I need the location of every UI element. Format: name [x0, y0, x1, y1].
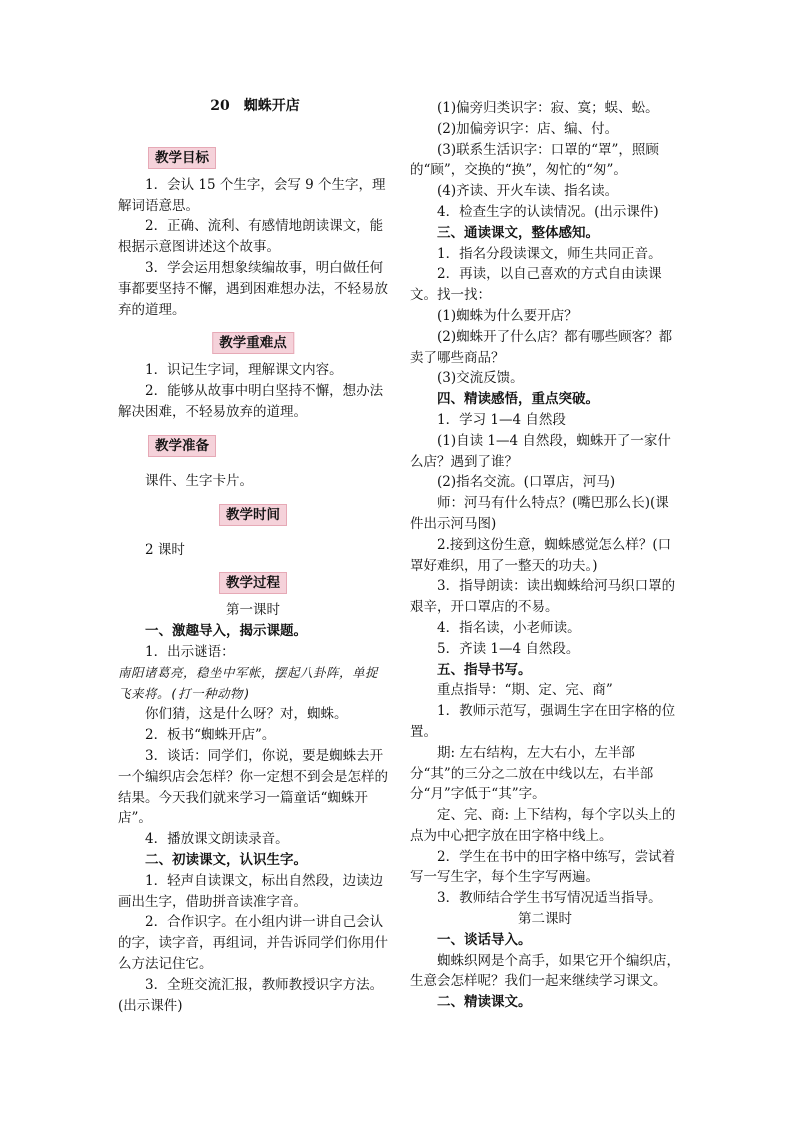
step-2-item-3: 3．全班交流汇报，教师教授识字方法。(出示课件) — [118, 976, 384, 1014]
section-heading-process: 教学过程 — [219, 572, 287, 594]
literacy-method-2: (2)加偏旁识字：店、编、付。 — [437, 120, 619, 137]
lesson-2-intro: 蜘蛛织网是个高手，如果它开个编织店，生意会怎样呢？我们一起来继续学习课文。 — [410, 952, 680, 990]
step-4-heading: 四、精读感悟，重点突破。 — [437, 391, 599, 408]
lesson-name: 蜘蛛开店 — [243, 98, 300, 114]
preparation-text: 课件、生字卡片。 — [145, 472, 253, 489]
step-1-heading: 一、激趣导入，揭示课题。 — [145, 623, 307, 640]
literacy-method-3: (3)联系生活识字：口罩的“罩”，照顾的“顾”，交换的“换”，匆忙的“匆”。 — [410, 141, 659, 179]
character-others-guide: 定、完、商: 上下结构，每个字以头上的点为中心把字放在田字格中线上。 — [410, 807, 676, 844]
step-4-item-2: 2.接到这份生意，蜘蛛感觉怎么样？(口罩好难织，用了一整天的功夫。) — [410, 536, 672, 574]
writing-focus: 重点指导：“期、定、完、商” — [437, 682, 613, 699]
step-3-item-2: 2．再读，以自己喜欢的方式自由读课文。找一找： — [410, 266, 662, 304]
step-4-item-3: 3．指导朗读：读出蜘蛛给河马织口罩的艰辛，开口罩店的不易。 — [410, 578, 676, 616]
question-1: (1)蜘蛛为什么要开店？ — [437, 307, 578, 324]
section-heading-key-points: 教学重难点 — [212, 332, 294, 354]
section-heading-goals: 教学目标 — [148, 147, 216, 169]
literacy-method-4: (4)齐读、开火车读、指名读。 — [437, 183, 619, 200]
goal-item-2: 2．正确、流利、有感情地朗读课文，能根据示意图讲述这个故事。 — [118, 218, 384, 256]
section-time-row — [118, 504, 388, 526]
step-2-item-1: 1．轻声自读课文，标出自然段，边读边画出生字，借助拼音读准字音。 — [118, 872, 384, 910]
section-prep-row — [118, 435, 388, 457]
literacy-method-1: (1)偏旁归类识字：寂、寞；蜈、蚣。 — [437, 100, 659, 116]
section-process-row — [118, 572, 388, 594]
lesson-2-step-1-heading: 一、谈话导入。 — [437, 931, 532, 948]
riddle-text: 南阳诸葛亮，稳坐中军帐，摆起八卦阵，单捉飞来将。(打一种动物) — [118, 664, 379, 701]
section-heading-preparation: 教学准备 — [148, 435, 216, 457]
step-2-heading: 二、初读课文，认识生字。 — [145, 851, 307, 868]
step-4-sub-2: (2)指名交流。(口罩店，河马) — [437, 474, 616, 491]
key-item-1: 1．识记生字词，理解课文内容。 — [145, 362, 343, 379]
step-4-item-4: 4．指名读，小老师读。 — [437, 619, 581, 636]
riddle-answer: 你们猜，这是什么呀？对，蜘蛛。 — [145, 706, 348, 723]
section-heading-time: 教学时间 — [219, 504, 287, 526]
teacher-question: 师：河马有什么特点？(嘴巴那么长)(课件出示河马图) — [410, 495, 669, 532]
question-2: (2)蜘蛛开了什么店？都有哪些顾客？都卖了哪些商品？ — [410, 328, 673, 366]
step-2-item-2: 2．合作识字。在小组内讲一讲自己会认的字，读字音，再组词，并告诉同学们你用什么方法记住它。 — [118, 914, 388, 972]
goal-item-1: 1．会认 15 个生字，会写 9 个生字，理解词语意思。 — [118, 176, 386, 214]
step-5-item-3: 3．教师结合学生书写情况适当指导。 — [437, 890, 662, 907]
lesson-2-step-2-heading: 二、精读课文。 — [437, 994, 532, 1011]
step-5-heading: 五、指导书写。 — [437, 661, 532, 678]
time-text: 2 课时 — [145, 541, 185, 558]
step-5-item-2: 2．学生在书中的田字格中练写，尝试着写一写生字，每个生字写两遍。 — [410, 848, 676, 886]
step-4-item-1: 1．学习 1—4 自然段 — [437, 411, 566, 428]
left-column — [118, 96, 388, 1016]
section-goal-row — [118, 147, 388, 169]
step-1-item-4: 4．播放课文朗读录音。 — [145, 831, 289, 848]
section-key-row — [118, 332, 388, 354]
step-3-heading: 三、通读课文，整体感知。 — [437, 224, 599, 241]
step-4-sub-1: (1)自读 1—4 自然段，蜘蛛开了一家什么店？遇到了谁？ — [410, 432, 671, 470]
key-item-2: 2．能够从故事中明白坚持不懈，想办法解决困难，不轻易放弃的道理。 — [118, 383, 384, 420]
step-5-item-1: 1．教师示范写，强调生字在田字格的位置。 — [410, 703, 676, 740]
step-3-item-1: 1．指名分段读课文，师生共同正音。 — [437, 245, 662, 262]
step-2-item-4: 4．检查生字的认读情况。(出示课件) — [437, 203, 659, 220]
right-column — [410, 98, 680, 1013]
goal-item-3: 3．学会运用想象续编故事，明白做任何事都要坚持不懈，遇到困难想办法，不轻易放弃的道理。 — [118, 259, 388, 318]
step-1-item-3: 3．谈话：同学们，你说，要是蜘蛛去开一个编织店会怎样？你一定想不到会是怎样的结果。今天我们就来学习一篇童话“蜘蛛开店”。 — [118, 747, 388, 827]
step-4-item-5: 5．齐读 1—4 自然段。 — [437, 640, 580, 657]
lesson-number: 20 — [210, 98, 230, 114]
step-1-item-2: 2．板书“蜘蛛开店”。 — [145, 727, 276, 744]
lesson-2-heading: 第二课时 — [518, 911, 572, 928]
lesson-1-heading: 第一课时 — [226, 602, 280, 619]
question-3: (3)交流反馈。 — [437, 370, 524, 387]
lesson-title — [118, 96, 388, 117]
step-1-item-1: 1．出示谜语： — [145, 643, 235, 660]
character-qi-guide: 期: 左右结构，左大右小，左半部分“其”的三分之二放在中线以左，右半部分“月”字低于“其”字。 — [410, 744, 654, 803]
